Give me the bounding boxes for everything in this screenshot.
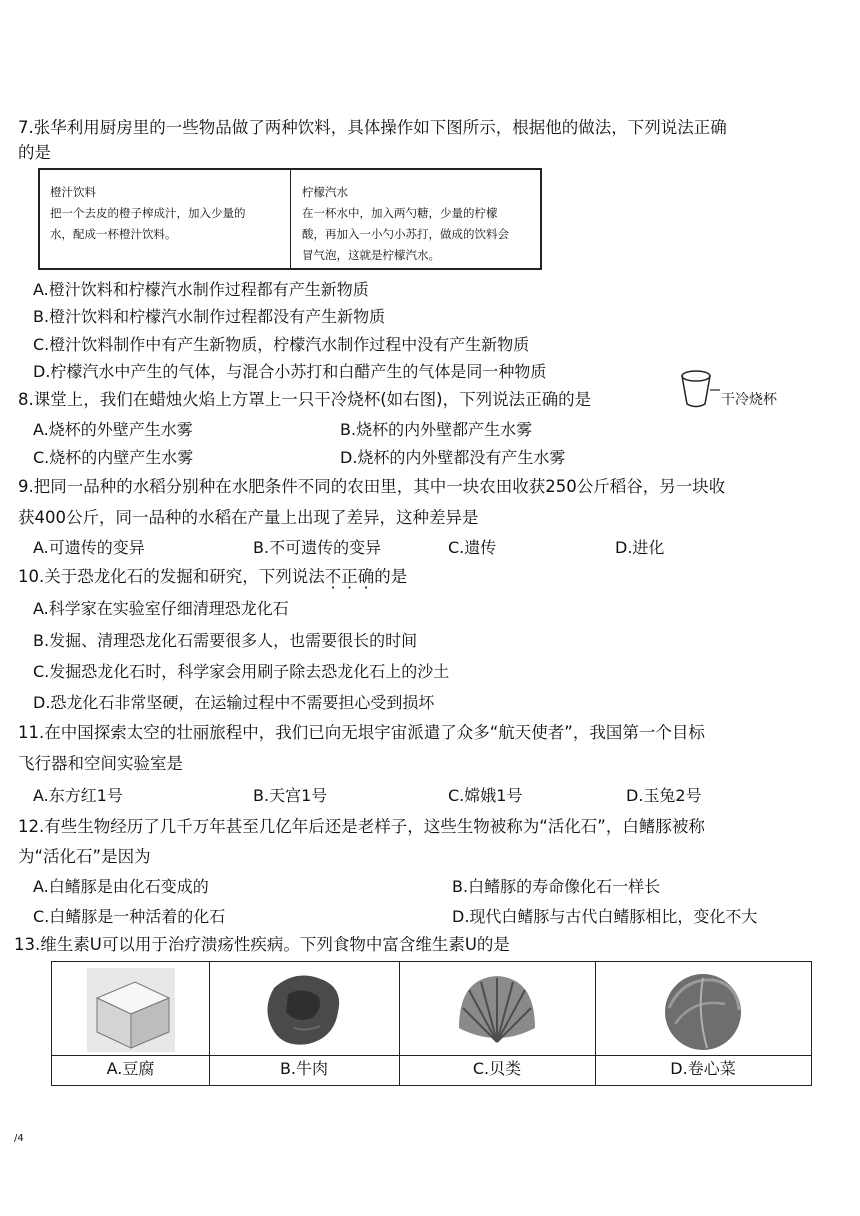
lemon-soda-line: 酸，再加入一小勺小苏打，做成的饮料会 [302,227,509,241]
q11-option-d: D.玉兔2号 [626,786,702,805]
food-label-b: B.牛肉 [279,1059,329,1078]
food-label-d: D.卷心菜 [670,1059,736,1078]
food-cell-tofu [52,962,209,1085]
page-number: /4 [14,1133,24,1144]
emphasis-char: 确 [357,567,375,586]
q9-option-d: D.进化 [615,538,665,557]
q7-option-a: A.橙汁饮料和柠檬汽水制作过程都有产生新物质 [33,280,369,299]
food-cell-beef [209,962,399,1085]
q10-option-d: D.恐龙化石非常坚硬，在运输过程中不需要担心受到损坏 [33,693,435,712]
q9-option-b: B.不可遗传的变异 [253,538,382,557]
q11-stem-line2: 飞行器和空间实验室是 [18,754,183,773]
q9-stem-line2: 获400公斤，同一品种的水稻在产量上出现了差异，这种差异是 [18,508,479,527]
q7-option-d: D.柠檬汽水中产生的气体，与混合小苏打和白醋产生的气体是同一种物质 [33,362,547,381]
q11-stem-line1: 11.在中国探索太空的壮丽旅程中，我们已向无垠宇宙派遣了众多“航天使者”，我国第一个目标 [18,723,705,742]
q10-option-a: A.科学家在实验室仔细清理恐龙化石 [33,599,289,618]
q7-option-b: B.橙汁饮料和柠檬汽水制作过程都没有产生新物质 [33,307,386,326]
q10-option-b: B.发掘、清理恐龙化石需要很多人，也需要很长的时间 [33,631,418,650]
q11-option-c: C.嫦娥1号 [448,786,523,805]
cabbage-image [653,968,753,1052]
food-label-c: C.贝类 [472,1059,522,1078]
q10-stem-suffix: 的是 [374,567,408,586]
q12-stem-line2: 为“活化石”是因为 [18,847,151,866]
q12-option-c: C.白鳍豚是一种活着的化石 [33,907,226,926]
q9-option-c: C.遗传 [448,538,497,557]
q12-option-d: D.现代白鳍豚与古代白鳍豚相比，变化不大 [452,907,758,926]
q7-stem-line2: 的是 [18,143,51,162]
q7-option-c: C.橙汁饮料制作中有产生新物质，柠檬汽水制作过程中没有产生新物质 [33,335,530,354]
lemon-soda-line: 在一杯水中，加入两勺糖，少量的柠檬 [302,206,498,220]
lemon-soda-title: 柠檬汽水 [302,185,348,199]
food-cell-cabbage [595,962,811,1085]
lemon-soda-line: 冒气泡，这就是柠檬汽水。 [302,248,440,262]
q8-option-d: D.烧杯的内外壁都没有产生水雾 [340,448,566,467]
q12-option-b: B.白鳍豚的寿命像化石一样长 [452,877,661,896]
q8-option-b: B.烧杯的内外壁都产生水雾 [340,420,533,439]
shellfish-image [449,968,545,1052]
beef-image [254,968,354,1052]
q8-option-a: A.烧杯的外壁产生水雾 [33,420,193,439]
q10-stem [18,567,407,587]
food-cell-shellfish [399,962,595,1085]
lemon-soda-recipe [292,170,552,280]
q8-option-c: C.烧杯的内壁产生水雾 [33,448,194,467]
orange-juice-recipe [40,170,300,280]
orange-juice-line: 把一个去皮的橙子榨成汁，加入少量的 [50,206,246,220]
emphasis-char: 不 [324,567,342,586]
q12-option-a: A.白鳍豚是由化石变成的 [33,877,209,896]
q9-stem-line1: 9.把同一品种的水稻分别种在水肥条件不同的农田里，其中一块农田收获250公斤稻谷，另一块收 [18,477,726,496]
q7-recipe-table [38,168,542,270]
orange-juice-line: 水，配成一杯橙汁饮料。 [50,227,177,241]
q10-option-c: C.发掘恐龙化石时，科学家会用刷子除去恐龙化石上的沙土 [33,662,450,681]
q9-option-a: A.可遗传的变异 [33,538,145,557]
q11-option-a: A.东方红1号 [33,786,123,805]
q8-stem: 8.课堂上，我们在蜡烛火焰上方罩上一只干冷烧杯(如右图)，下列说法正确的是 [18,390,592,409]
emphasis-char: 正 [341,567,358,586]
beaker-label: 干冷烧杯 [721,392,777,408]
q11-option-b: B.天宫1号 [253,786,328,805]
q7-stem-line1: 7.张华利用厨房里的一些物品做了两种饮料，具体操作如下图所示，根据他的做法，下列说法正确 [18,118,727,137]
q13-stem: 13.维生素U可以用于治疗溃疡性疾病。下列食物中富含维生素U的是 [14,935,510,954]
tofu-image [87,968,175,1052]
orange-juice-title: 橙汁饮料 [50,185,96,199]
q10-stem-prefix: 10.关于恐龙化石的发掘和研究，下列说法 [18,567,325,586]
beaker-figure-icon [678,368,722,420]
food-label-a: A.豆腐 [106,1059,155,1078]
q13-food-table [51,961,812,1086]
q12-stem-line1: 12.有些生物经历了几千万年甚至几亿年后还是老样子，这些生物被称为“活化石”，白鳍豚被称 [18,817,705,836]
